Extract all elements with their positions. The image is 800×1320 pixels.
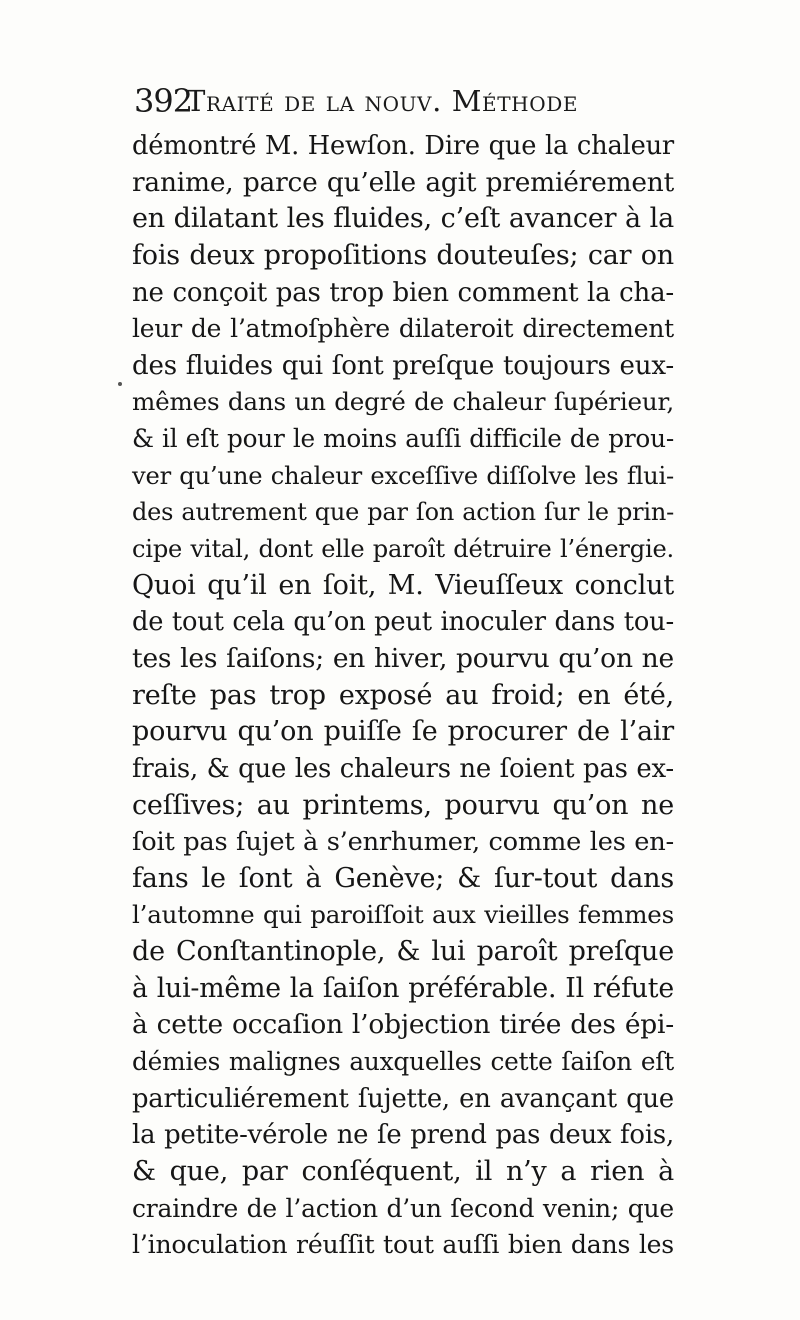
text-line: tes les ſaiſons; en hiver, pourvu qu’on ne [132, 642, 674, 674]
text-line: leur de l’atmoſphère dilateroit directement [132, 314, 674, 344]
text-line: pourvu qu’on puiſſe ſe procurer de l’air [132, 716, 674, 748]
text-line: fans le ſont à Genève; & ſur-tout dans [132, 862, 674, 894]
text-line: ranime, parce qu’elle agit premiérement [132, 166, 674, 198]
text-line: & il eſt pour le moins auſſi difficile de prou- [132, 424, 674, 454]
text-line: la petite-vérole ne ſe prend pas deux fois, [132, 1120, 674, 1151]
text-line: Quoi qu’il en ſoit, M. Vieuſſeux conclut [132, 569, 674, 601]
text-line: ſoit pas ſujet à s’enrhumer, comme les en- [132, 827, 674, 858]
text-line: démies malignes auxquelles cette ſaiſon eſt [132, 1047, 674, 1077]
text-line: fois deux propoſitions douteuſes; car on [132, 239, 674, 271]
text-line: cipe vital, dont elle paroît détruire l’énergie. [132, 535, 674, 564]
text-line: ne conçoit pas trop bien comment la cha- [132, 277, 674, 308]
text-line: ver qu’une chaleur exceſſive diſſolve les flui- [132, 461, 674, 490]
text-line: de tout cela qu’on peut inoculer dans tou- [132, 607, 674, 638]
text-line: de Conſtantinople, & lui paroît preſque [132, 936, 674, 968]
body-text [132, 128, 674, 1264]
text-line: démontré M. Hewſon. Dire que la chaleur [132, 131, 674, 161]
text-line: & que, par conſéquent, il n’y a rien à [132, 1155, 674, 1187]
text-line: à cette occaſion l’objection tirée des épi- [132, 1009, 674, 1041]
text-line: des autrement que par ſon action ſur le prin- [132, 498, 674, 527]
text-line: craindre de l’action d’un ſecond venin; que [132, 1193, 674, 1223]
text-line: reſte pas trop exposé au froid; en été, [132, 679, 674, 711]
margin-dot [118, 382, 122, 386]
text-line: l’automne qui paroiſſoit aux vieilles femmes [132, 900, 674, 930]
running-header [134, 78, 674, 128]
text-line: des fluides qui ſont preſque toujours eux- [132, 350, 674, 381]
running-title: Traité de la nouv. Méthode [186, 84, 579, 118]
text-line: particuliérement ſujette, en avançant que [132, 1083, 674, 1114]
text-line: en dilatant les fluides, c’eſt avancer à la [132, 203, 674, 235]
text-line: mêmes dans un degré de chaleur ſupérieur, [132, 387, 674, 417]
text-line: ceſſives; au printems, pourvu qu’on ne [132, 789, 674, 821]
text-line: à lui-même la ſaiſon préférable. Il réfute [132, 972, 674, 1004]
text-line: frais, & que les chaleurs ne ſoient pas ex- [132, 753, 674, 784]
text-line: l’inoculation réuſſit tout auſſi bien dans les [132, 1230, 674, 1260]
page-number: 392 [134, 82, 193, 120]
